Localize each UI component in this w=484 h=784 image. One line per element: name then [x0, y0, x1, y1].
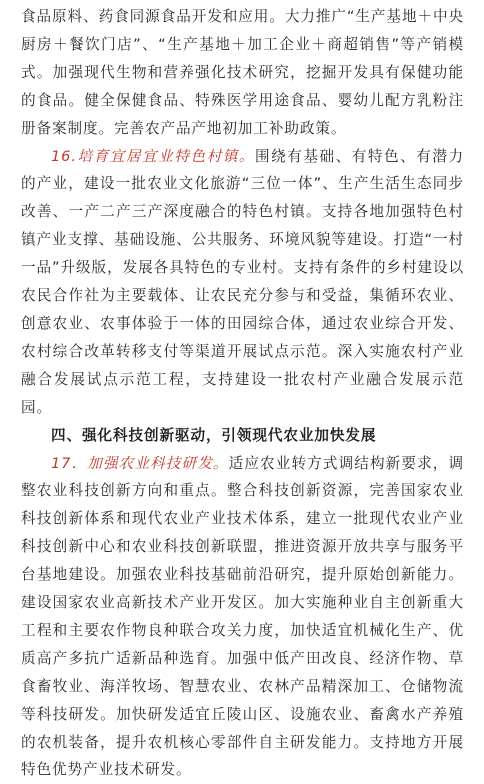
item-16-body: 围绕有基础、有特色、有潜力的产业，建设一批农业文化旅游“三位一体”、生产生活生态同步改善、一产二产三产深度融合的特色村镇。支持各地加强特色村镇产业支撑、基础设施、公共服务、环境风貌等建设。打造“一村一品”升级版，发展各具特色的专业村。支持有条件的乡村建设以农民合作社为主要载体、让农民充分参与和受益，集循环农业、创意农业、农事体验于一体的田园综合体，通过农业综合开发、农村综合改革转移支付等渠道开展试点示范。深入实施农村产业融合发展试点示范工程，支持建设一批农村产业融合发展示范园。 [21, 148, 464, 416]
section-heading: 四、强化科技创新驱动，引领现代农业加快发展 [21, 422, 464, 450]
paragraph-item-17 [21, 450, 464, 784]
item-17-body: 适应农业转方式调结构新要求，调整农业科技创新方向和重点。整合科技创新资源，完善国家农业科技创新体系和现代农业产业技术体系，建立一批现代农业产业科技创新中心和农业科技创新联盟，推进资源开放共享与服务平台基地建设。加强农业科技基础前沿研究，提升原始创新能力。建设国家农业高新技术产业开发区。加大实施种业自主创新重大工程和主要农作物良种联合攻关力度，加快适宜机械化生产、优质高产多抗广适新品种选育。加强中低产田改良、经济作物、草食畜牧业、海洋牧场、智慧农业、农林产品精深加工、仓储物流等科技研发。加快研发适宜丘陵山区、设施农业、畜禽水产养殖的农机装备，提升农机核心零部件自主研发能力。支持地方开展特色优势产业技术研发。 [21, 455, 464, 779]
paragraph-intro: 食品原料、药食同源食品开发和应用。大力推广“生产基地＋中央厨房＋餐饮门店”、“生产基地＋加工企业＋商超销售”等产销模式。加强现代生物和营养强化技术研究，挖掘开发具有保健功能的食品。健全保健食品、特殊医学用途食品、婴幼儿配方乳粉注册备案制度。完善农产品产地初加工补助政策。 [21, 3, 464, 143]
item-17-title: 17．加强农业科技研发。 [51, 455, 229, 472]
item-16-title: 16.培育宜居宜业特色村镇。 [51, 148, 255, 165]
paragraph-item-16 [21, 143, 464, 422]
